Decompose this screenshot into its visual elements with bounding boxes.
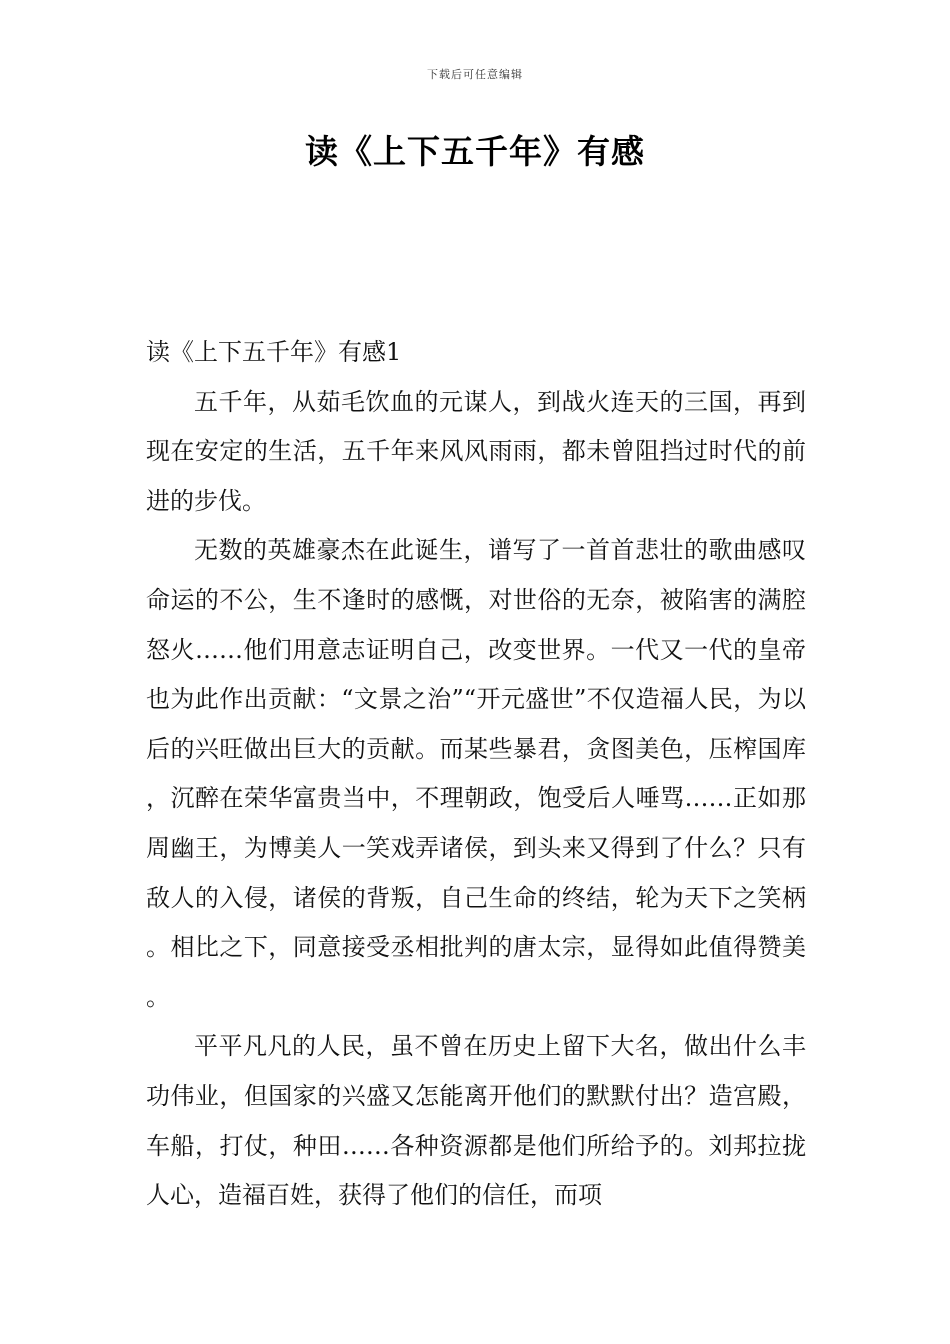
paragraph-2: 无数的英雄豪杰在此诞生，谱写了一首首悲壮的歌曲感叹命运的不公，生不逢时的感慨，对世俗的无奈，被陷害的满腔怒火……他们用意志证明自己，改变世界。一代又一代的皇帝也为此作出贡献：“文景之治”“开元盛世”不仅造福人民，为以后的兴旺做出巨大的贡献。而某些暴君，贪图美色，压榨国库，沉醉在荣华富贵当中，不理朝政，饱受后人唾骂……正如那周幽王，为博美人一笑戏弄诸侯，到头来又得到了什么？只有敌人的入侵，诸侯的背叛，自己生命的终结，轮为天下之笑柄。相比之下，同意接受丞相批判的唐太宗，显得如此值得赞美。 [146,536,806,1011]
section-heading: 读《上下五千年》有感1 [146,338,402,366]
document-body [146,328,806,1221]
header-note: 下载后可任意编辑 [427,68,523,81]
paragraph-1: 五千年，从茹毛饮血的元谋人，到战火连天的三国，再到现在安定的生活，五千年来风风雨雨，都未曾阻挡过时代的前进的步伐。 [146,387,806,515]
document-title: 读《上下五千年》有感 [305,132,645,171]
paragraph-3: 平平凡凡的人民，虽不曾在历史上留下大名，做出什么丰功伟业，但国家的兴盛又怎能离开他们的默默付出？造宫殿，车船，打仗，种田……各种资源都是他们所给予的。刘邦拉拢人心，造福百姓，获得了他们的信任，而项 [146,1032,806,1210]
